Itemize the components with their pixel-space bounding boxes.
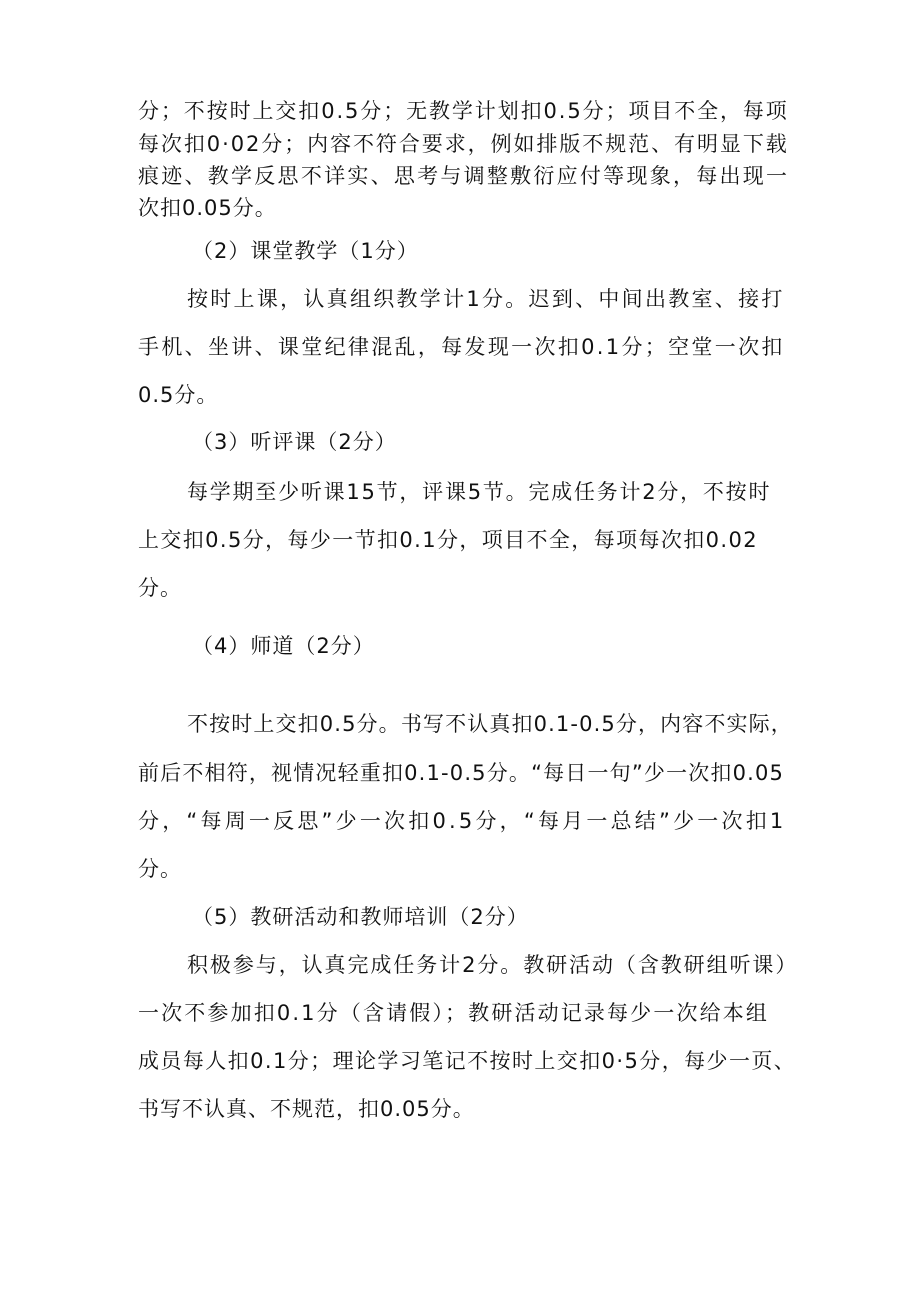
paragraph-line: 分；不按时上交扣0.5分；无教学计划扣0.5分；项目不全，每项	[138, 99, 789, 123]
section-heading: （2）课堂教学（1分）	[192, 239, 419, 263]
section-heading: （4）师道（2分）	[192, 634, 375, 658]
paragraph-line: 按时上课，认真组织教学计1分。迟到、中间出教室、接打	[187, 287, 785, 311]
section-heading: （3）听评课（2分）	[192, 430, 397, 454]
paragraph-line: 分，“每周一反思”少一次扣0.5分，“每月一总结”少一次扣1	[138, 809, 787, 833]
paragraph-line: 不按时上交扣0.5分。书写不认真扣0.1-0.5分，内容不实际，	[187, 712, 793, 736]
paragraph-line: 分。	[138, 857, 182, 881]
paragraph-line: 分。	[138, 576, 182, 600]
section-heading: （5）教研活动和教师培训（2分）	[192, 905, 529, 929]
paragraph-line: 积极参与，认真完成任务计2分。教研活动（含教研组听课）	[187, 953, 799, 977]
paragraph-line: 每次扣0·02分；内容不符合要求，例如排版不规范、有明显下载	[138, 132, 789, 156]
paragraph-line: 前后不相符，视情况轻重扣0.1-0.5分。“每日一句”少一次扣0.05	[138, 761, 785, 785]
paragraph-line: 每学期至少听课15节，评课5节。完成任务计2分，不按时	[187, 480, 772, 504]
paragraph-line: 痕迹、教学反思不详实、思考与调整敷衍应付等现象，每出现一	[138, 164, 790, 188]
paragraph-line: 上交扣0.5分，每少一节扣0.1分，项目不全，每项每次扣0.02	[138, 528, 758, 552]
paragraph-line: 成员每人扣0.1分；理论学习笔记不按时上交扣0·5分，每少一页、	[138, 1049, 797, 1073]
paragraph-line: 0.5分。	[138, 383, 219, 407]
paragraph-line: 一次不参加扣0.1分（含请假）；教研活动记录每少一次给本组	[138, 1001, 770, 1025]
paragraph-line: 书写不认真、不规范，扣0.05分。	[138, 1097, 475, 1121]
paragraph-line: 手机、坐讲、课堂纪律混乱，每发现一次扣0.1分；空堂一次扣	[138, 335, 785, 359]
paragraph-line: 次扣0.05分。	[138, 196, 277, 220]
